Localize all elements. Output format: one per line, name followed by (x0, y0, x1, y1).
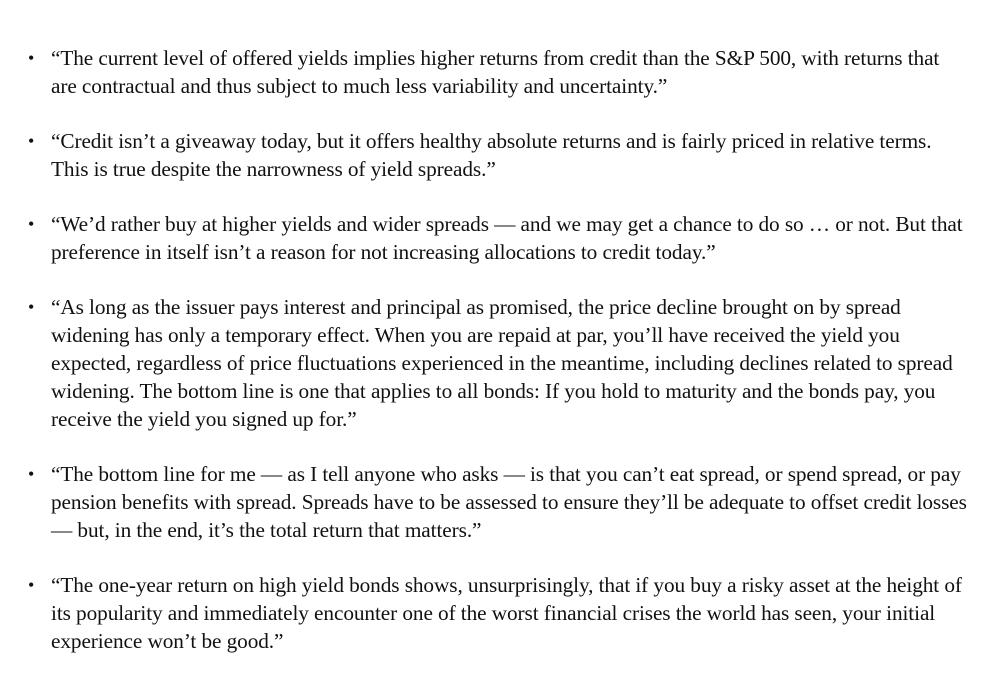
quote-text: “As long as the issuer pays interest and principal as promised, the price decline brought on by spread widening has only a temporary effect. When you are repaid at par, you’ll have received the yield you expected, regardless of price fluctuations experienced in the meantime, including declines related to spread widening. The bottom line is one that applies to all bonds: If you hold to maturity and the bonds pay, you receive the yield you signed up for.” (51, 295, 953, 431)
quote-text: “The current level of offered yields implies higher returns from credit than the S&P 500, with returns that are contractual and thus subject to much less variability and uncertainty.” (51, 46, 940, 98)
list-item (26, 571, 970, 655)
quote-text: “The one-year return on high yield bonds shows, unsurprisingly, that if you buy a risky asset at the height of its popularity and immediately encounter one of the worst financial crises the world has seen, your initial experience won’t be good.” (51, 573, 962, 653)
list-item (26, 460, 970, 544)
bullet-icon: • (28, 48, 35, 68)
bullet-icon: • (28, 131, 35, 151)
list-item (26, 210, 970, 266)
list-item (26, 127, 970, 183)
quote-text: “The bottom line for me — as I tell anyone who asks — is that you can’t eat spread, or spend spread, or pay pension benefits with spread. Spreads have to be assessed to ensure they’ll be adequate to offset credit losses — but, in the end, it’s the total return that matters.” (51, 462, 967, 542)
bullet-icon: • (28, 214, 35, 234)
quote-text: “We’d rather buy at higher yields and wider spreads — and we may get a chance to do so … or not. But that preference in itself isn’t a reason for not increasing allocations to credit today.” (51, 212, 963, 264)
list-item (26, 293, 970, 433)
bullet-icon: • (28, 464, 35, 484)
quote-text: “Credit isn’t a giveaway today, but it offers healthy absolute returns and is fairly priced in relative terms. This is true despite the narrowness of yield spreads.” (51, 129, 932, 181)
bullet-icon: • (28, 297, 35, 317)
bullet-icon: • (28, 575, 35, 595)
list-item (26, 44, 970, 100)
quote-list (26, 44, 970, 655)
